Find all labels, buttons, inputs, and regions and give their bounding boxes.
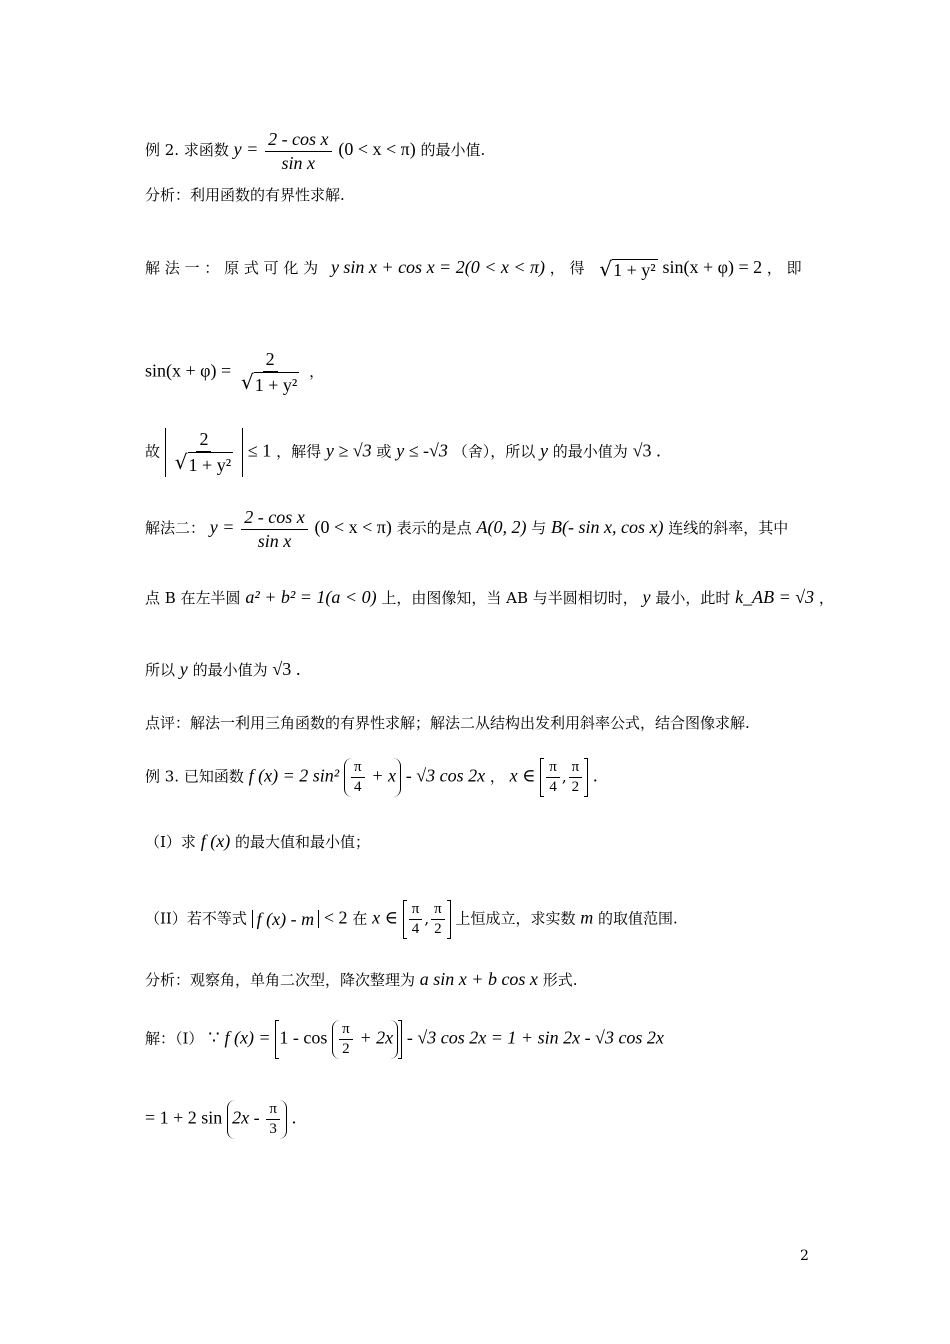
gu-y: y [540, 440, 549, 461]
sin-numerator: 2 [263, 348, 278, 372]
sqrt-icon: √ [599, 257, 613, 281]
sol2c-y: y [179, 659, 188, 679]
analysis3-expr: a sin x + b cos x [419, 969, 538, 989]
gu-dot: . [656, 440, 661, 461]
sol3b-line: = 1 + 2 sin 2x - $\frac{\pi}{3}$ . [145, 1101, 297, 1137]
ex3-paren: $\frac{\pi}{4}$ + x [344, 758, 401, 797]
sol3-label: 解：（I） [145, 1029, 204, 1048]
sol3-rest: - √3 cos 2x = 1 + sin 2x - √3 cos 2x [406, 1027, 664, 1048]
gu-t2: 或 [376, 442, 392, 461]
sol2-t3: 连线的斜率，其中 [668, 519, 789, 537]
gu-t3: （舍），所以 [452, 442, 536, 461]
sol1-eq2-tail: sin(x + φ) = 2 [662, 257, 763, 277]
sol2b-t1: 点 B 在左半圆 [145, 589, 241, 607]
sol2c-t1: 所以 [145, 661, 176, 679]
sol2-label: 解法二： [145, 519, 206, 537]
sol2c-t2: 的最小值为 [192, 661, 268, 679]
sol2-numerator: 2 - cos x [241, 506, 307, 530]
ex3-xin: x ∈ [509, 765, 536, 786]
sin-tail: ， [309, 362, 325, 381]
sol2-line [145, 506, 788, 552]
sol2-condition: (0 < x < π) [314, 517, 392, 537]
sol2b-kab: k_AB = √3 [735, 587, 815, 607]
q2-m: m [580, 907, 594, 928]
sol2b-t2: 上，由图像知，当 AB 与半圆相切时， [381, 589, 638, 607]
sqrt-icon: √ [240, 370, 254, 395]
sol2b-circle: a² + b² = 1(a < 0) [245, 587, 377, 607]
gu-le1: ≤ 1 [247, 440, 272, 461]
gu-denominator: √ 1 + y² [174, 450, 232, 476]
sol3-bracket: 1 - cos $\frac{\pi}{2}$ + 2x [275, 1020, 402, 1059]
gu-val: √3 [632, 440, 652, 461]
q1-tail: 的最大值和最小值； [234, 833, 370, 851]
q2-line: （II）若不等式 f (x) - m < 2 在 x ∈ $\frac{\pi}{4}$ , $\frac{\pi}{2}$ 上恒成立，求实数 m 的取值范围. [145, 901, 678, 937]
q1-f: f (x) [200, 831, 231, 851]
sol1-mid: ， 得 [549, 259, 585, 277]
ex2-y-eq: y = [233, 139, 259, 159]
sol2c-line [145, 660, 301, 678]
ex2-condition: (0 < x < π) [338, 139, 416, 159]
sol2b-line [145, 588, 834, 606]
sol2-t1: 表示的是点 [396, 519, 472, 537]
sol2b-t3: 最小，此时 [655, 589, 731, 607]
sol2-point-b: B(- sin x, cos x) [551, 517, 664, 537]
because-icon: ∵ [208, 1027, 220, 1048]
gu-abs [165, 428, 243, 477]
sol3b-paren: 2x - $\frac{\pi}{3}$ [227, 1100, 287, 1139]
ex3-label: 例 3. 已知函数 [145, 767, 244, 786]
gu-t1: ，解得 [276, 442, 322, 461]
sol2b-t4: ， [818, 589, 834, 607]
ex3-interval: $\frac{\pi}{4}$ , $\frac{\pi}{2}$ [540, 758, 588, 797]
sol2b-y: y [642, 587, 651, 607]
analysis-3: 分析：观察角，单角二次型，降次整理为 a sin x + b cos x 形式. [145, 969, 578, 989]
sol3-line: 解：（I） ∵ f (x) = 1 - cos $\frac{\pi}{2}$ + 2x - √3 cos 2x = 1 + sin 2x - √3 cos 2x [145, 1021, 664, 1057]
gu-label: 故 [145, 442, 161, 461]
sol2-point-a: A(0, 2) [476, 517, 527, 537]
q2-interval: $\frac{\pi}{4}$ , $\frac{\pi}{2}$ [403, 900, 451, 939]
gu-cond1: y ≥ √3 [325, 440, 372, 461]
ex2-denominator: sin x [281, 152, 316, 173]
ex3-rest: - √3 cos 2x [405, 765, 486, 786]
sin-fraction [238, 348, 302, 397]
gu-numerator: 2 [196, 428, 211, 452]
sol1-sqrt [599, 259, 657, 279]
sin-line [145, 348, 324, 397]
sqrt-icon: √ [174, 450, 188, 475]
sol2-t2: 与 [531, 519, 547, 537]
q2-abs: f (x) - m [252, 910, 319, 928]
ex2-line [145, 128, 485, 174]
sol1-radicand: 1 + y² [613, 260, 656, 280]
q2-lt: < 2 [323, 907, 348, 928]
q1-label: （I）求 [145, 833, 196, 851]
sol1-end: ， 即 [766, 259, 802, 277]
ex2-tail: 的最小值. [420, 141, 486, 159]
comment: 点评：解法一利用三角函数的有界性求解；解法二从结构出发利用斜率公式，结合图像求解. [145, 714, 750, 732]
sol1-label: 解 法 一 ： 原 式 可 化 为 [145, 259, 319, 277]
gu-cond2: y ≤ -√3 [396, 440, 448, 461]
ex3-f: f (x) = 2 sin² [248, 765, 340, 786]
q2-label: （II）若不等式 [145, 909, 247, 928]
sol2-y-eq: y = [209, 517, 235, 537]
ex2-numerator: 2 - cos x [265, 128, 331, 152]
gu-line [145, 428, 661, 477]
gu-t4: 的最小值为 [552, 442, 628, 461]
page-number: 2 [800, 1248, 809, 1264]
ex3-line: 例 3. 已知函数 f (x) = 2 sin² $\frac{\pi}{4}$ + x - √3 cos 2x ， x ∈ $\frac{\pi}{4}$ , $\frac{\pi}{2}$ . [145, 759, 598, 795]
sin-lhs: sin(x + φ) = [145, 360, 232, 381]
analysis-1: 分析：利用函数的有界性求解. [145, 186, 345, 204]
sol1-eq1: y sin x + cos x = 2(0 < x < π) [330, 257, 545, 277]
sol1-line [145, 258, 802, 279]
sol2c-val: √3 [272, 659, 292, 679]
ex2-fraction [265, 128, 331, 174]
sol2-denominator: sin x [257, 530, 292, 551]
sol2c-dot: . [296, 659, 301, 679]
sol2-fraction [241, 506, 307, 552]
sin-denominator: √ 1 + y² [240, 370, 298, 396]
ex2-label: 例 2. 求函数 [145, 141, 229, 159]
q1-line [145, 832, 370, 850]
